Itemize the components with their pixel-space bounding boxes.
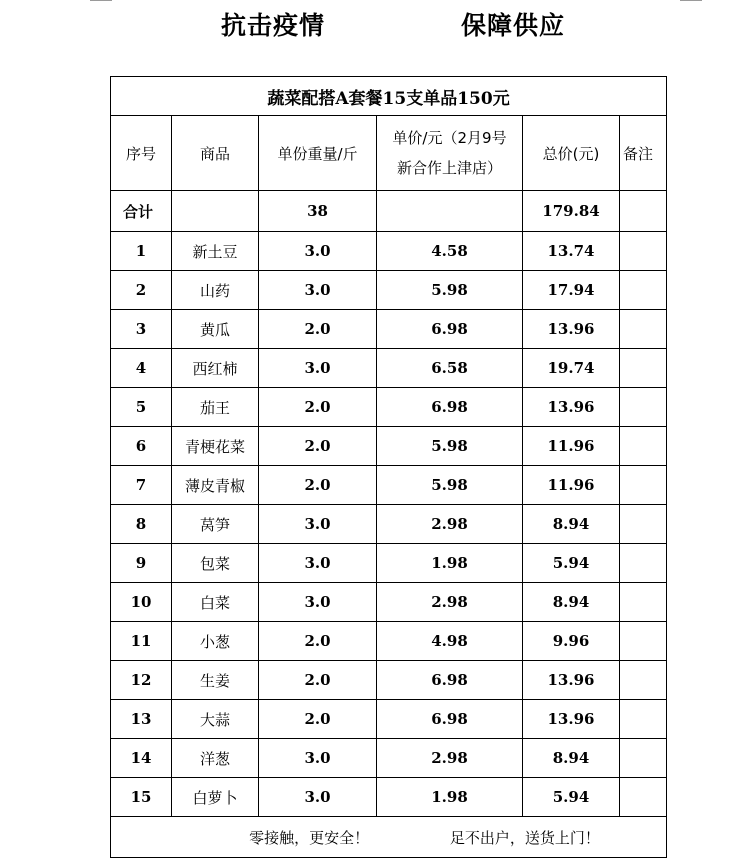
header-unit-price-line2: 新合作上津店）	[396, 159, 502, 177]
header-unit-price	[377, 116, 523, 191]
row-total-price: 19.74	[523, 349, 620, 388]
row-total-price: 8.94	[523, 583, 620, 622]
header-weight: 单份重量/斤	[259, 116, 377, 191]
product-name: 茄王	[172, 388, 259, 427]
header-seq: 序号	[111, 116, 172, 191]
row-number: 10	[111, 583, 172, 622]
row-number: 9	[111, 544, 172, 583]
row-remark	[620, 466, 667, 505]
row-number: 14	[111, 739, 172, 778]
page-corner-mark-right	[680, 0, 702, 1]
row-number: 12	[111, 661, 172, 700]
total-remark-empty	[620, 191, 667, 232]
row-remark	[620, 271, 667, 310]
row-weight: 2.0	[259, 622, 377, 661]
row-number: 2	[111, 271, 172, 310]
row-unit-price: 1.98	[377, 778, 523, 817]
table-row	[111, 661, 667, 700]
row-remark	[620, 583, 667, 622]
table-row	[111, 505, 667, 544]
row-number: 5	[111, 388, 172, 427]
row-number: 6	[111, 427, 172, 466]
total-row	[111, 191, 667, 232]
row-unit-price: 6.98	[377, 310, 523, 349]
table-row	[111, 388, 667, 427]
vegetable-package-table	[110, 76, 667, 858]
row-weight: 2.0	[259, 310, 377, 349]
row-remark	[620, 700, 667, 739]
table-row	[111, 349, 667, 388]
row-weight: 3.0	[259, 349, 377, 388]
row-unit-price: 6.98	[377, 700, 523, 739]
row-number: 8	[111, 505, 172, 544]
table-row	[111, 583, 667, 622]
row-total-price: 8.94	[523, 739, 620, 778]
row-number: 4	[111, 349, 172, 388]
footer-slogan-right: 足不出户，送货上门！	[449, 828, 600, 847]
row-total-price: 8.94	[523, 505, 620, 544]
row-remark	[620, 622, 667, 661]
header-row	[111, 116, 667, 191]
row-total-price: 13.96	[523, 700, 620, 739]
product-name: 薄皮青椒	[172, 466, 259, 505]
row-remark	[620, 739, 667, 778]
row-remark	[620, 388, 667, 427]
product-name: 包菜	[172, 544, 259, 583]
row-weight: 3.0	[259, 583, 377, 622]
row-unit-price: 6.58	[377, 349, 523, 388]
row-remark	[620, 544, 667, 583]
row-unit-price: 5.98	[377, 466, 523, 505]
table-row	[111, 778, 667, 817]
row-unit-price: 1.98	[377, 544, 523, 583]
row-total-price: 13.96	[523, 310, 620, 349]
table-row	[111, 310, 667, 349]
footer-row	[111, 817, 667, 858]
row-weight: 3.0	[259, 739, 377, 778]
table-row	[111, 544, 667, 583]
total-product-empty	[172, 191, 259, 232]
product-name: 山药	[172, 271, 259, 310]
total-price-empty	[377, 191, 523, 232]
row-unit-price: 5.98	[377, 427, 523, 466]
product-name: 小葱	[172, 622, 259, 661]
header-total-price: 总价(元)	[523, 116, 620, 191]
footer-slogan	[111, 817, 667, 858]
row-total-price: 9.96	[523, 622, 620, 661]
table-row	[111, 427, 667, 466]
row-unit-price: 2.98	[377, 739, 523, 778]
product-name: 洋葱	[172, 739, 259, 778]
table-row	[111, 622, 667, 661]
table-row	[111, 271, 667, 310]
table-row	[111, 700, 667, 739]
total-weight: 38	[259, 191, 377, 232]
row-weight: 2.0	[259, 700, 377, 739]
product-name: 生姜	[172, 661, 259, 700]
table-row	[111, 466, 667, 505]
table-title: 蔬菜配搭A套餐15支单品150元	[111, 77, 667, 116]
row-unit-price: 6.98	[377, 661, 523, 700]
row-weight: 2.0	[259, 388, 377, 427]
row-total-price: 17.94	[523, 271, 620, 310]
total-amount: 179.84	[523, 191, 620, 232]
product-name: 莴笋	[172, 505, 259, 544]
row-remark	[620, 661, 667, 700]
row-number: 15	[111, 778, 172, 817]
row-number: 13	[111, 700, 172, 739]
product-name: 新土豆	[172, 232, 259, 271]
product-name: 白萝卜	[172, 778, 259, 817]
header-remark: 备注	[620, 116, 667, 191]
row-total-price: 5.94	[523, 544, 620, 583]
row-weight: 2.0	[259, 661, 377, 700]
row-weight: 2.0	[259, 466, 377, 505]
product-name: 西红柿	[172, 349, 259, 388]
row-unit-price: 2.98	[377, 583, 523, 622]
row-number: 11	[111, 622, 172, 661]
row-total-price: 13.96	[523, 388, 620, 427]
row-weight: 3.0	[259, 544, 377, 583]
heading-fight-epidemic: 抗击疫情	[221, 11, 326, 40]
header-unit-price-line1: 单价/元（2月9号	[392, 129, 507, 147]
table-row	[111, 232, 667, 271]
row-unit-price: 4.98	[377, 622, 523, 661]
row-unit-price: 6.98	[377, 388, 523, 427]
row-total-price: 11.96	[523, 466, 620, 505]
footer-slogan-left: 零接触，更安全！	[249, 828, 370, 847]
product-name: 青梗花菜	[172, 427, 259, 466]
row-remark	[620, 505, 667, 544]
row-unit-price: 5.98	[377, 271, 523, 310]
row-weight: 3.0	[259, 505, 377, 544]
product-name: 大蒜	[172, 700, 259, 739]
row-total-price: 13.74	[523, 232, 620, 271]
heading-ensure-supply: 保障供应	[461, 11, 566, 40]
table-row	[111, 739, 667, 778]
row-unit-price: 2.98	[377, 505, 523, 544]
row-remark	[620, 778, 667, 817]
row-total-price: 13.96	[523, 661, 620, 700]
row-remark	[620, 310, 667, 349]
product-name: 白菜	[172, 583, 259, 622]
row-weight: 3.0	[259, 271, 377, 310]
product-name: 黄瓜	[172, 310, 259, 349]
row-weight: 3.0	[259, 232, 377, 271]
row-total-price: 11.96	[523, 427, 620, 466]
row-weight: 3.0	[259, 778, 377, 817]
page-corner-mark-left	[90, 0, 112, 1]
row-total-price: 5.94	[523, 778, 620, 817]
header-product: 商品	[172, 116, 259, 191]
row-number: 1	[111, 232, 172, 271]
row-unit-price: 4.58	[377, 232, 523, 271]
row-remark	[620, 349, 667, 388]
total-label: 合计	[111, 191, 172, 232]
row-weight: 2.0	[259, 427, 377, 466]
row-number: 7	[111, 466, 172, 505]
row-remark	[620, 427, 667, 466]
row-number: 3	[111, 310, 172, 349]
row-remark	[620, 232, 667, 271]
